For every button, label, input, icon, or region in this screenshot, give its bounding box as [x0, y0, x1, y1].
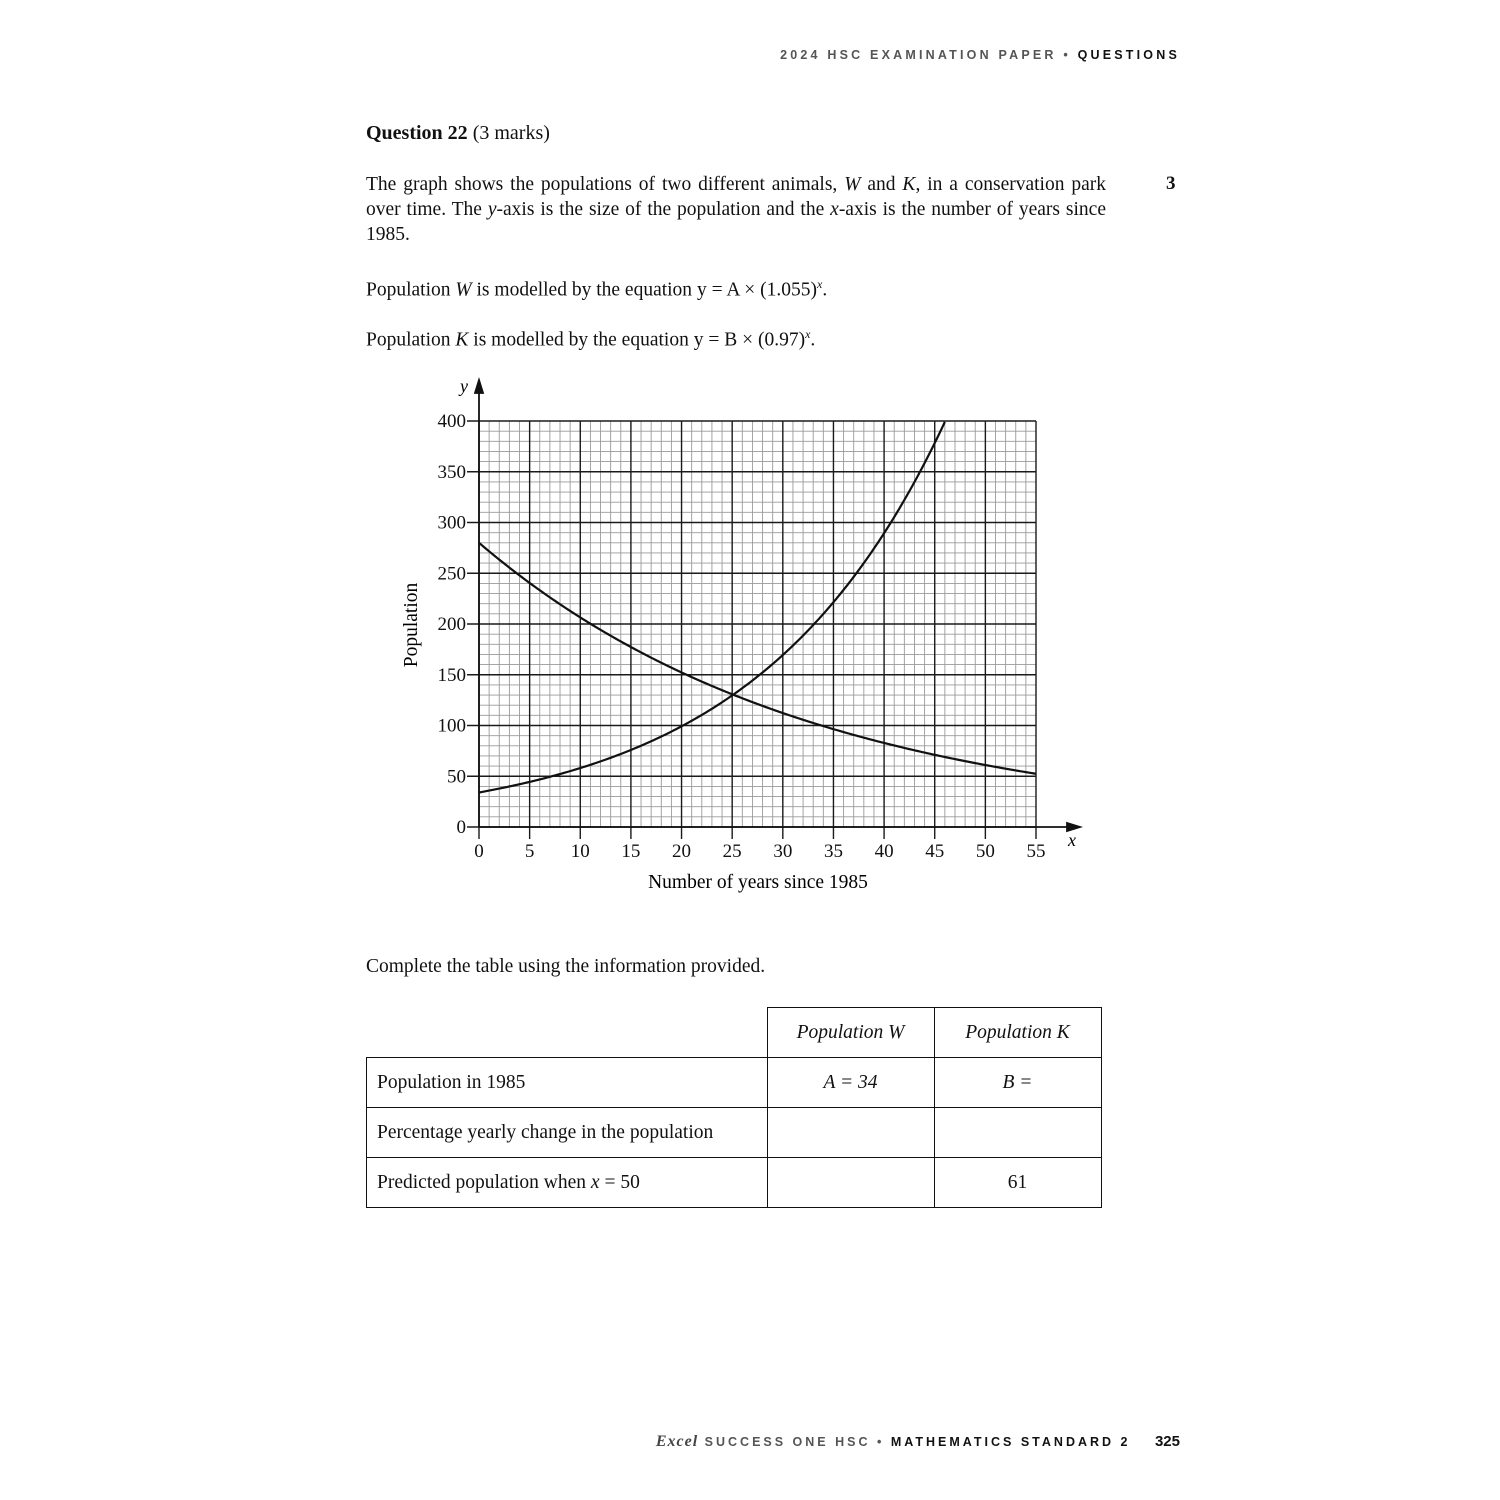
svg-text:55: 55 — [1026, 841, 1046, 862]
svg-text:50: 50 — [447, 766, 466, 788]
model-w-statement: Population W is modelled by the equation $y = A \times (1.055)^x$. — [366, 277, 828, 301]
cell-k-predicted[interactable]: 61 — [934, 1158, 1101, 1208]
tick-labels — [438, 411, 1046, 862]
x-axis-symbol: x — [1068, 830, 1076, 850]
footer-separator: • — [877, 1435, 885, 1449]
svg-text:250: 250 — [437, 563, 466, 585]
running-head-right: QUESTIONS — [1077, 48, 1180, 62]
model-k-equation: y = B × (0.97) — [693, 329, 806, 351]
footer-subject: MATHEMATICS STANDARD 2 — [890, 1435, 1131, 1449]
population-chart — [380, 370, 1100, 900]
curve-population-k — [479, 543, 1036, 774]
svg-text:150: 150 — [437, 664, 466, 686]
table-corner — [367, 1008, 768, 1058]
row-label: Population in 1985 — [367, 1058, 768, 1108]
cell-k-1985[interactable]: B = — [934, 1058, 1101, 1108]
question-title — [366, 122, 550, 145]
y-axis-label: Population — [401, 582, 422, 668]
axes — [475, 380, 1080, 831]
svg-text:400: 400 — [437, 411, 466, 432]
running-head-separator: • — [1063, 48, 1071, 62]
svg-text:5: 5 — [524, 841, 535, 862]
y-axis-symbol: y — [460, 376, 468, 396]
model-k-statement: Population K is modelled by the equation $y = B \times (0.97)^x$. — [366, 327, 816, 351]
svg-text:100: 100 — [437, 715, 466, 737]
svg-text:200: 200 — [437, 614, 466, 635]
x-axis-label: Number of years since 1985 — [648, 872, 868, 893]
svg-text:20: 20 — [672, 841, 692, 862]
question-marks: (3 marks) — [472, 122, 550, 144]
cell-k-percentage[interactable] — [934, 1108, 1101, 1158]
svg-text:15: 15 — [621, 841, 641, 862]
y-axis-arrow-icon — [475, 380, 483, 393]
svg-text:350: 350 — [437, 461, 466, 483]
svg-text:45: 45 — [925, 841, 945, 862]
table-header-row — [367, 1008, 1102, 1058]
svg-text:35: 35 — [823, 841, 843, 862]
svg-text:0: 0 — [456, 817, 466, 838]
question-number: Question 22 — [366, 122, 468, 144]
svg-text:50: 50 — [975, 841, 995, 862]
header-population-w: Population W — [767, 1008, 934, 1058]
table-row — [367, 1058, 1102, 1108]
svg-text:10: 10 — [570, 841, 590, 862]
cell-w-1985[interactable]: A = 34 — [767, 1058, 934, 1108]
page-number: 325 — [1154, 1433, 1180, 1450]
page-footer — [656, 1433, 1180, 1451]
footer-series: SUCCESS ONE HSC — [704, 1435, 871, 1449]
running-head — [780, 48, 1180, 62]
answer-table — [366, 1007, 1102, 1208]
model-w-equation: y = A × (1.055) — [696, 279, 817, 301]
svg-text:300: 300 — [437, 512, 466, 534]
table-row — [367, 1108, 1102, 1158]
svg-text:40: 40 — [874, 841, 894, 862]
svg-text:0: 0 — [474, 841, 484, 862]
row-label: Predicted population when x = 50 — [367, 1158, 768, 1208]
running-head-left: 2024 HSC EXAMINATION PAPER — [780, 48, 1057, 62]
row-label: Percentage yearly change in the population — [367, 1108, 768, 1158]
cell-w-percentage[interactable] — [767, 1108, 934, 1158]
footer-brand: Excel — [655, 1433, 699, 1450]
cell-w-predicted[interactable] — [767, 1158, 934, 1208]
question-intro: The graph shows the populations of two different animals, W and K, in a conservation park over time. The y-axis is the size of the population and the x-axis is the number of years since 1985. — [366, 174, 1107, 245]
svg-text:25: 25 — [722, 841, 742, 862]
table-instruction: Complete the table using the information provided. — [366, 956, 766, 977]
svg-text:30: 30 — [773, 841, 793, 862]
header-population-k: Population K — [934, 1008, 1101, 1058]
marks-margin: 3 — [1166, 173, 1176, 194]
table-row — [367, 1158, 1102, 1208]
